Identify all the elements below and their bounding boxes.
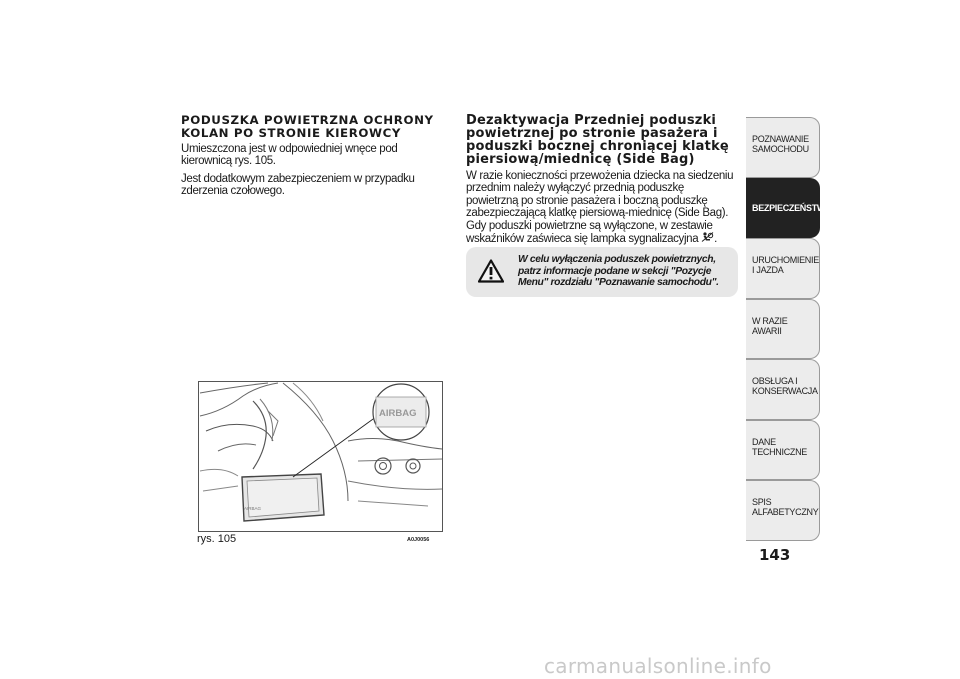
figure-label: rys. 105 xyxy=(197,533,237,545)
tab-poznawanie-samochodu[interactable] xyxy=(746,117,820,178)
figure-knee-airbag xyxy=(198,381,443,532)
tab-dane-techniczne[interactable] xyxy=(746,420,820,481)
tab-label: POZNAWANIE SAMOCHODU xyxy=(752,134,809,154)
tab-bezpieczenstwo[interactable] xyxy=(746,178,832,239)
airbag-off-lamp-icon xyxy=(701,232,714,246)
knee-airbag-section xyxy=(181,114,441,203)
figure-callout-label: AIRBAG xyxy=(379,408,417,419)
tab-spis-alfabetyczny[interactable] xyxy=(746,480,820,541)
tab-label: BEZPIECZEŃSTWO xyxy=(752,202,832,213)
deactivation-paragraph-text: W razie konieczności przewożenia dziecka na siedzeniu przednim należy wyłączyć przednią poduszkę powietrzną po stronie pasażera i boczną poduszkę zabezpieczającą klatkę piersiową-miednicę (Side Bag). Gdy poduszki powietrzne są wyłączone, w zestawie wskaźników zaświeca się lampka sygnalizacyjna xyxy=(466,170,734,246)
tab-label: W RAZIE AWARII xyxy=(752,315,788,336)
watermark: carmanualsonline.info xyxy=(544,654,772,678)
deactivation-heading: Dezaktywacja Przedniej poduszki powietrznej po stronie pasażera i poduszki bocznej chroniącej klatkę piersiową/miednicę (Side Bag) xyxy=(466,113,729,167)
tab-label: OBSŁUGA I KONSERWACJA xyxy=(752,376,818,396)
figure-panel-label: AIRBAG xyxy=(244,506,262,511)
tab-uruchomienie-i-jazda[interactable] xyxy=(746,238,820,299)
deactivation-section xyxy=(466,114,738,251)
tab-obsluga-i-konserwacja[interactable] xyxy=(746,359,820,420)
deactivation-paragraph-end: . xyxy=(714,233,717,246)
warning-box xyxy=(466,247,738,297)
tab-label: SPIS ALFABETYCZNY xyxy=(752,497,819,517)
figure-code: A0J0056 xyxy=(407,537,430,543)
tab-label: DANE TECHNICZNE xyxy=(752,436,807,457)
page-number: 143 xyxy=(759,546,791,564)
tab-label: URUCHOMIENIE I JAZDA xyxy=(752,255,819,275)
knee-airbag-paragraph-1: Umieszczona jest w odpowiedniej wnęce pod kierownicą rys. 105. xyxy=(181,143,398,168)
tab-w-razie-awarii[interactable] xyxy=(746,299,820,360)
warning-triangle-icon xyxy=(478,259,504,283)
warning-text: W celu wyłączenia poduszek powietrznych, patrz informacje podane w sekcji "Pozycje Menu" rozdziału "Poznawanie samochodu". xyxy=(518,254,719,289)
knee-airbag-paragraph-2: Jest dodatkowym zabezpieczeniem w przypadku zderzenia czołowego. xyxy=(181,172,415,198)
knee-airbag-heading: PODUSZKA POWIETRZNA OCHRONY KOLAN PO STRONIE KIEROWCY xyxy=(181,113,434,140)
deactivation-paragraph xyxy=(466,170,738,246)
chapter-tabs xyxy=(746,117,832,541)
